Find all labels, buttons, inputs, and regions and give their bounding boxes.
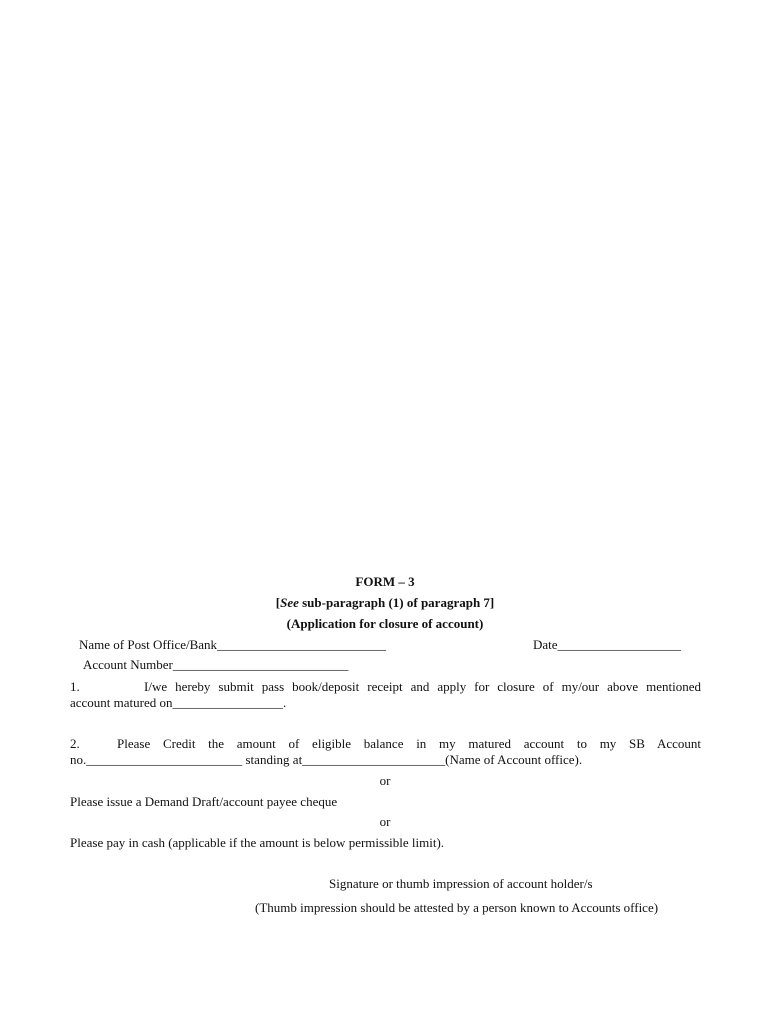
para1-line1: I/we hereby submit pass book/deposit receipt and apply for closure of my/our above mentioned: [144, 679, 701, 694]
post-office-field: Name of Post Office/Bank__________________________: [79, 637, 387, 652]
ref-rest: sub-paragraph (1) of paragraph 7]: [298, 595, 495, 610]
account-number-field: Account Number___________________________: [83, 657, 349, 672]
form-subtitle: (Application for closure of account): [286, 616, 484, 631]
or-separator-2: or: [379, 814, 391, 829]
form-title: FORM – 3: [355, 574, 415, 589]
date-field: Date___________________: [533, 637, 682, 652]
ref-open-bracket: [: [275, 595, 281, 610]
attestation-note: (Thumb impression should be attested by a person known to Accounts office): [255, 900, 659, 915]
para2-number: 2.: [70, 736, 80, 751]
option-cash: Please pay in cash (applicable if the amount is below permissible limit).: [70, 835, 445, 850]
para2-line1: Please Credit the amount of eligible balance in my matured account to my SB Account: [117, 736, 701, 751]
para1-number: 1.: [70, 679, 80, 694]
para2-line2: no.________________________ standing at______________________(Name of Account office).: [70, 752, 583, 767]
signature-line: Signature or thumb impression of account holder/s: [329, 876, 593, 891]
or-separator-1: or: [379, 773, 391, 788]
option-demand-draft: Please issue a Demand Draft/account payee cheque: [70, 794, 338, 809]
para1-line2: account matured on_________________.: [70, 695, 287, 710]
ref-see: See: [280, 595, 299, 610]
form-reference: [0, 595, 770, 611]
